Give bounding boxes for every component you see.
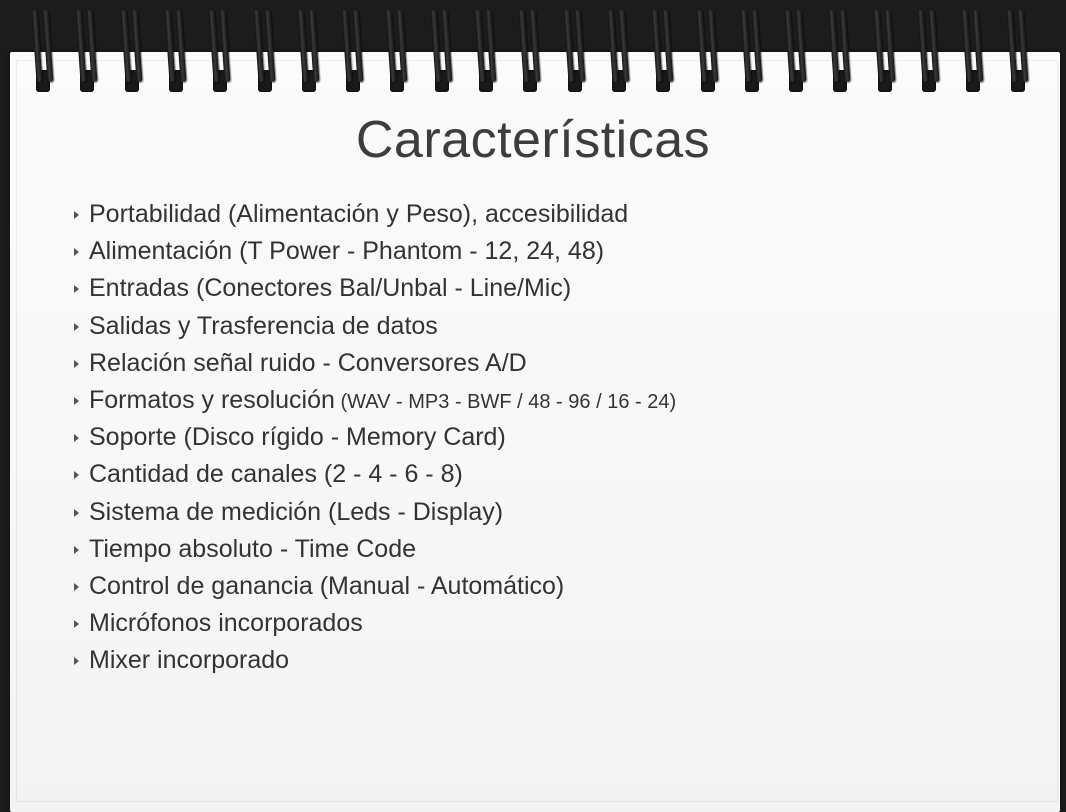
binding-wire-icon	[519, 10, 530, 82]
list-item-text: Salidas y Trasferencia de datos	[89, 311, 438, 340]
list-item-text: Control de ganancia (Manual - Automático)	[89, 571, 565, 600]
binding-wire-icon	[1006, 10, 1017, 82]
binding-wire-icon	[474, 10, 485, 82]
binding-ring-icon	[737, 8, 767, 94]
binding-ring-icon	[914, 8, 944, 94]
binding-ring-icon	[958, 8, 988, 94]
list-item	[72, 382, 676, 419]
binding-wire-icon	[962, 10, 973, 82]
binding-ring-icon	[250, 8, 280, 94]
slide-title: Características	[355, 111, 711, 169]
list-item	[72, 233, 676, 270]
triangle-bullet-icon	[74, 434, 79, 442]
binding-ring-icon	[72, 8, 102, 94]
binding-ring-icon	[560, 8, 590, 94]
triangle-bullet-icon	[74, 471, 79, 479]
list-item	[72, 568, 676, 605]
binding-ring-icon	[648, 8, 678, 94]
binding-wire-icon	[297, 10, 308, 82]
binding-ring-icon	[161, 8, 191, 94]
binding-wire-icon	[740, 10, 751, 82]
triangle-bullet-icon	[74, 211, 79, 219]
list-item	[72, 531, 676, 568]
list-item-text: Alimentación (T Power - Phantom - 12, 24, 48)	[89, 237, 605, 266]
binding-wire-icon	[696, 10, 707, 82]
binding-ring-icon	[604, 8, 634, 94]
list-item	[72, 456, 676, 493]
list-item	[72, 642, 676, 679]
binding-ring-icon	[1003, 8, 1033, 94]
list-item	[72, 196, 676, 233]
list-item	[72, 270, 676, 307]
list-item	[72, 605, 676, 642]
binding-wire-icon	[76, 10, 87, 82]
list-item-detail: (WAV - MP3 - BWF / 48 - 96 / 16 - 24)	[334, 390, 677, 413]
binding-ring-icon	[205, 8, 235, 94]
binding-ring-icon	[781, 8, 811, 94]
list-item-text: Formatos y resolución	[89, 385, 335, 414]
binding-wire-icon	[253, 10, 264, 82]
binding-wire-icon	[31, 10, 42, 82]
list-item-text: Micrófonos incorporados	[89, 609, 363, 638]
list-item-text: Mixer incorporado	[89, 646, 290, 675]
binding-ring-icon	[294, 8, 324, 94]
triangle-bullet-icon	[74, 583, 79, 591]
binding-wire-icon	[430, 10, 441, 82]
list-item-text: Sistema de medición (Leds - Display)	[89, 497, 504, 526]
binding-wire-icon	[652, 10, 663, 82]
triangle-bullet-icon	[74, 620, 79, 628]
binding-ring-icon	[870, 8, 900, 94]
binding-ring-icon	[693, 8, 723, 94]
binding-ring-icon	[471, 8, 501, 94]
binding-wire-icon	[209, 10, 220, 82]
list-item	[72, 419, 676, 456]
binding-wire-icon	[785, 10, 796, 82]
triangle-bullet-icon	[74, 360, 79, 368]
binding-ring-icon	[427, 8, 457, 94]
binding-ring-icon	[28, 8, 58, 94]
list-item-text: Relación señal ruido - Conversores A/D	[89, 348, 527, 377]
triangle-bullet-icon	[74, 397, 79, 405]
list-item-text: Cantidad de canales (2 - 4 - 6 - 8)	[89, 460, 463, 489]
list-item-text: Tiempo absoluto - Time Code	[89, 534, 417, 563]
triangle-bullet-icon	[74, 248, 79, 256]
list-item	[72, 494, 676, 531]
feature-list	[72, 196, 676, 679]
binding-wire-icon	[829, 10, 840, 82]
binding-wire-icon	[563, 10, 574, 82]
triangle-bullet-icon	[74, 285, 79, 293]
binding-wire-icon	[386, 10, 397, 82]
binding-ring-icon	[825, 8, 855, 94]
binding-ring-icon	[338, 8, 368, 94]
triangle-bullet-icon	[74, 323, 79, 331]
spiral-binding-icon	[0, 0, 1066, 100]
binding-wire-icon	[607, 10, 618, 82]
triangle-bullet-icon	[74, 509, 79, 517]
binding-wire-icon	[342, 10, 353, 82]
binding-wire-icon	[164, 10, 175, 82]
list-item-text: Soporte (Disco rígido - Memory Card)	[89, 423, 506, 452]
binding-ring-icon	[515, 8, 545, 94]
list-item-text: Portabilidad (Alimentación y Peso), accesibilidad	[89, 200, 629, 228]
binding-ring-icon	[382, 8, 412, 94]
binding-wire-icon	[873, 10, 884, 82]
list-item-text: Entradas (Conectores Bal/Unbal - Line/Mic)	[89, 274, 572, 303]
binding-wire-icon	[120, 10, 131, 82]
triangle-bullet-icon	[74, 657, 79, 665]
list-item	[72, 308, 676, 345]
list-item	[72, 345, 676, 382]
binding-ring-icon	[117, 8, 147, 94]
triangle-bullet-icon	[74, 546, 79, 554]
binding-wire-icon	[917, 10, 928, 82]
